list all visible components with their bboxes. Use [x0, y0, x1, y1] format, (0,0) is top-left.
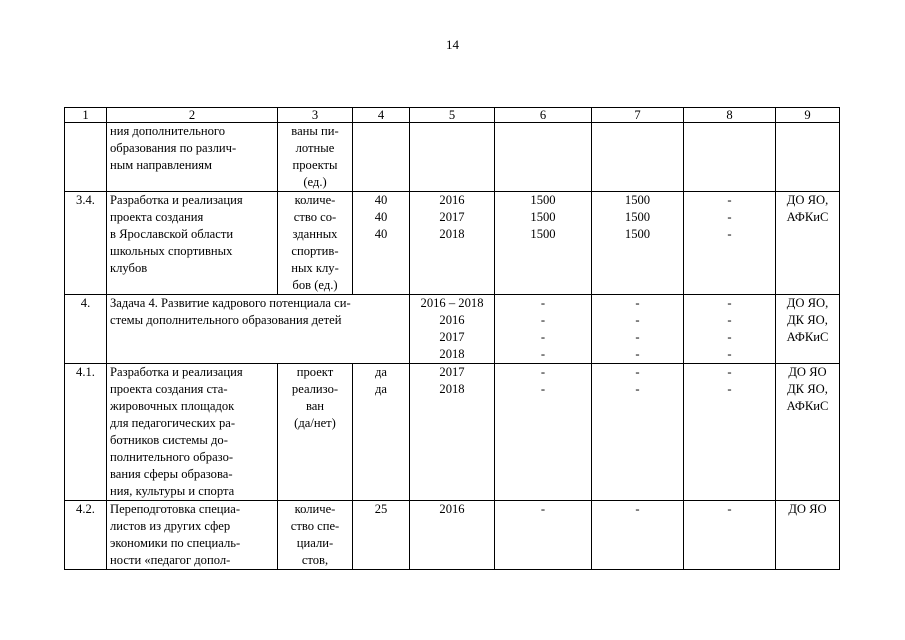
column-header: 2: [107, 108, 278, 123]
indicator: ваны пи- лотные проекты (ед.): [278, 123, 353, 192]
amount: - -: [592, 364, 684, 501]
row-number: 4.2.: [65, 501, 107, 570]
measure-name: Переподготовка специа- листов из других сфер экономики по специаль- ности «педагог допол-: [107, 501, 278, 570]
value: 40 40 40: [353, 192, 410, 295]
amount: - -: [495, 364, 592, 501]
amount: -: [495, 501, 592, 570]
amount: -: [592, 501, 684, 570]
amount: - - - -: [495, 295, 592, 364]
page-number: 14: [446, 37, 459, 52]
column-header: 4: [353, 108, 410, 123]
task-title: Задача 4. Развитие кадрового потенциала си- стемы дополнительного образования детей: [107, 295, 410, 364]
executor: ДО ЯО ДК ЯО, АФКиС: [776, 364, 840, 501]
amount: - -: [684, 364, 776, 501]
year: [410, 123, 495, 192]
amount: [684, 123, 776, 192]
amount: 1500 1500 1500: [592, 192, 684, 295]
value: да да: [353, 364, 410, 501]
executor: ДО ЯО: [776, 501, 840, 570]
year: 2016 2017 2018: [410, 192, 495, 295]
amount: - - - -: [592, 295, 684, 364]
row-number: 4.1.: [65, 364, 107, 501]
amount: [592, 123, 684, 192]
measure-name: ния дополнительного образования по различ- ным направлениям: [107, 123, 278, 192]
column-header: 9: [776, 108, 840, 123]
program-table: [64, 107, 840, 570]
column-header: 7: [592, 108, 684, 123]
row-number: [65, 123, 107, 192]
amount: 1500 1500 1500: [495, 192, 592, 295]
executor: [776, 123, 840, 192]
amount: - - - -: [684, 295, 776, 364]
executor: ДО ЯО, АФКиС: [776, 192, 840, 295]
column-header: 6: [495, 108, 592, 123]
column-header: 3: [278, 108, 353, 123]
year: 2016 – 2018 2016 2017 2018: [410, 295, 495, 364]
measure-name: Разработка и реализация проекта создания в Ярославской области школьных спортивных клубов: [107, 192, 278, 295]
table-row: [65, 364, 840, 501]
indicator: проект реализо- ван (да/нет): [278, 364, 353, 501]
column-header: 8: [684, 108, 776, 123]
executor: ДО ЯО, ДК ЯО, АФКиС: [776, 295, 840, 364]
table-row: [65, 295, 840, 364]
value: 25: [353, 501, 410, 570]
measure-name: Разработка и реализация проекта создания ста- жировочных площадок для педагогических ра- ботников системы до- полнительного образо- вания сферы образова- ния, культуры и спорта: [107, 364, 278, 501]
table-row: [65, 501, 840, 570]
value: [353, 123, 410, 192]
indicator: количе- ство со- зданных спортив- ных клу- бов (ед.): [278, 192, 353, 295]
amount: [495, 123, 592, 192]
amount: - - -: [684, 192, 776, 295]
amount: -: [684, 501, 776, 570]
row-number: 3.4.: [65, 192, 107, 295]
table-row: [65, 192, 840, 295]
header-row: [65, 108, 840, 123]
column-header: 1: [65, 108, 107, 123]
indicator: количе- ство спе- циали- стов,: [278, 501, 353, 570]
year: 2017 2018: [410, 364, 495, 501]
year: 2016: [410, 501, 495, 570]
table-row: [65, 123, 840, 192]
column-header: 5: [410, 108, 495, 123]
row-number: 4.: [65, 295, 107, 364]
